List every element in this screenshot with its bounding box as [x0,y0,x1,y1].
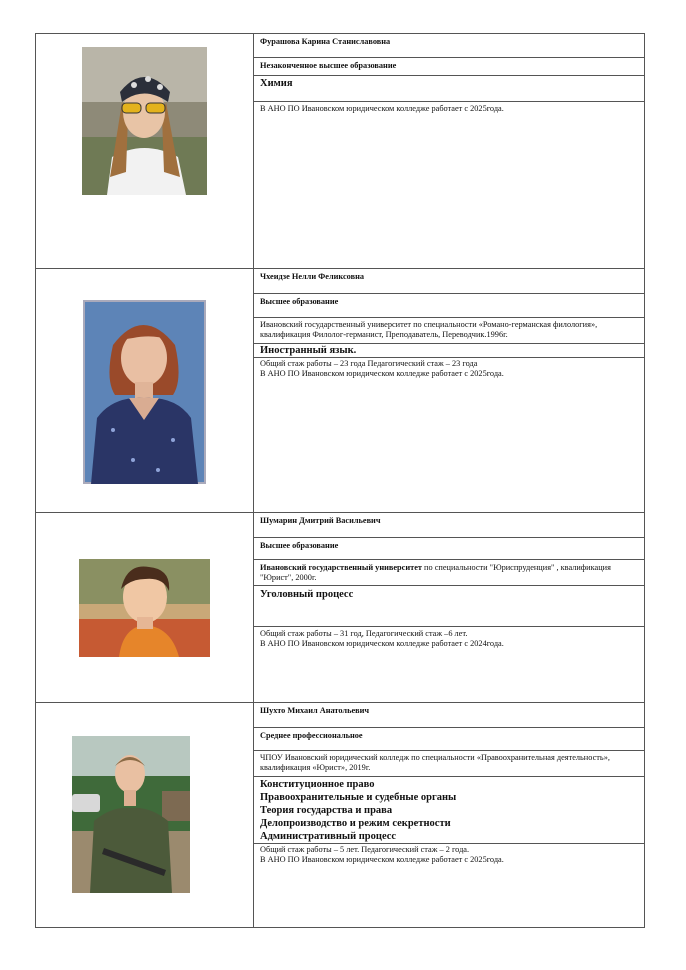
photo-cell [36,269,254,512]
teacher-info [254,269,645,512]
teacher-photo [79,559,210,657]
subject: Делопроизводство и режим секретности [260,818,451,829]
experience: Общий стаж работы – 31 год, Педагогический стаж –6 лет. В АНО ПО Ивановском юридическом колледже работает с 2024года. [260,629,504,648]
teacher-photo [72,736,190,893]
education-level: Среднее профессиональное [260,731,363,740]
subject: Уголовный процесс [260,589,354,600]
teacher-row [35,702,645,928]
teacher-info [254,513,645,702]
teacher-name: Чхеидзе Нелли Феликсовна [260,272,365,281]
teacher-name: Шумарин Дмитрий Васильевич [260,516,381,525]
education-details: ЧПОУ Ивановский юридический колледж по специальности «Правоохранительная деятельность», квалификация «Юрист», 2019г. [260,753,610,772]
education-details [260,563,641,583]
photo-cell [36,34,254,268]
teacher-row [35,512,645,703]
teacher-name: Шухто Михаил Анатольевич [260,706,370,715]
experience: В АНО ПО Ивановском юридическом колледже работает с 2025года. [260,104,504,113]
university-name: Ивановский государственный университет [260,563,422,572]
education-details: Ивановский государственный университет по специальности «Романо-германская филология», квалификация Филолог-германист, Преподаватель, Переводчик.1996г. [260,320,598,339]
specialty: по специальности "Юриспруденция" , квалификация "Юрист", 2000г. [260,563,611,582]
education-level: Незаконченное высшее образование [260,61,397,70]
teacher-info [254,703,645,927]
education-level: Высшее образование [260,297,339,306]
subject: Теория государства и права [260,805,393,816]
subject: Конституционное право [260,779,375,790]
subject: Иностранный язык. [260,345,357,356]
subject: Химия [260,78,293,89]
teacher-info [254,34,645,268]
teacher-name: Фурашова Карина Станиславовна [260,37,391,46]
education-level: Высшее образование [260,541,339,550]
subject: Правоохранительные и судебные органы [260,792,457,803]
teacher-row [35,268,645,513]
photo-cell [36,703,254,927]
teacher-photo [82,47,207,195]
experience: Общий стаж работы – 5 лет. Педагогический стаж – 2 года. В АНО ПО Ивановском юридическом колледже работает с 2025года. [260,845,504,864]
photo-cell [36,513,254,702]
teacher-row [35,33,645,269]
teacher-photo [83,300,206,484]
experience: Общий стаж работы – 23 года Педагогический стаж – 23 года В АНО ПО Ивановском юридическом колледже работает с 2025года. [260,359,504,378]
subject: Административный процесс [260,831,397,842]
